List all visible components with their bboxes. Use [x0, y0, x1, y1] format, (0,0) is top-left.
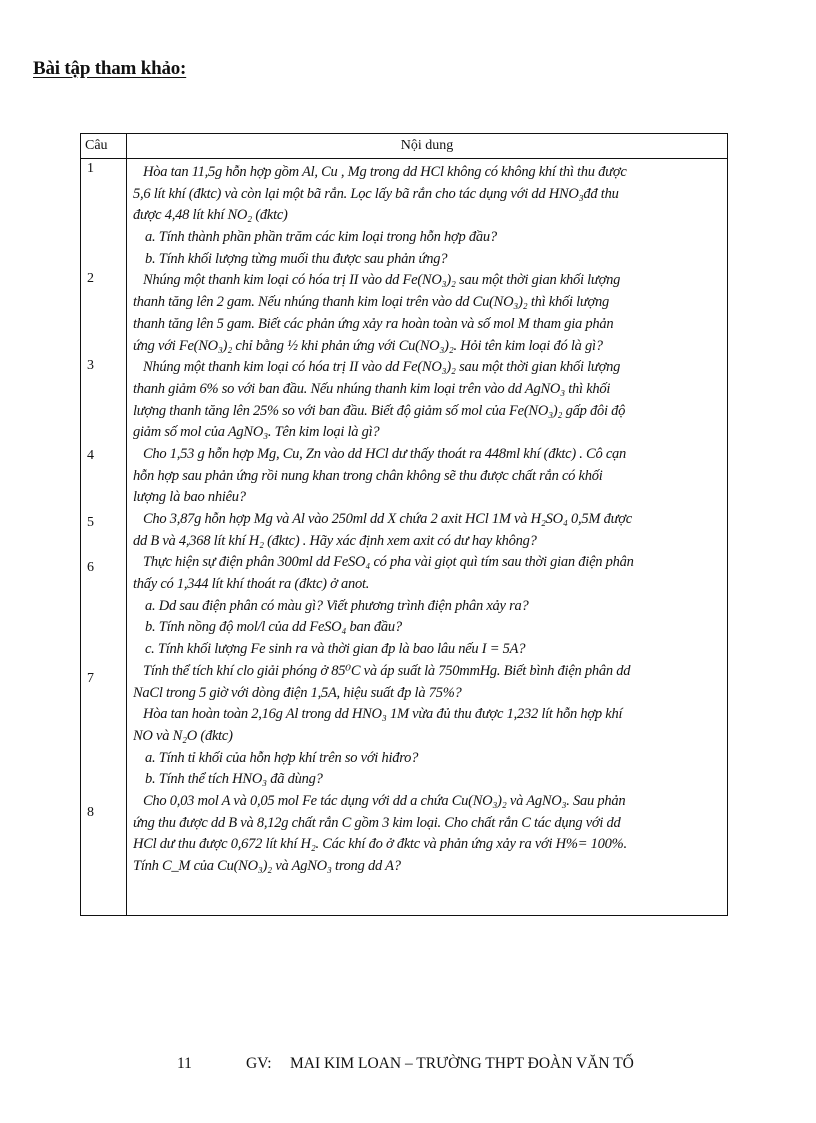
content-line: lượng là bao nhiêu?: [133, 489, 246, 506]
page-heading: Bài tập tham khảo:: [33, 58, 187, 79]
content-line: Cho 1,53 g hỗn hợp Mg, Cu, Zn vào dd HCl dư thấy thoát ra 448ml khí (đktc) . Cô cạn: [143, 445, 627, 462]
content-line: Hòa tan hoàn toàn 2,16g Al trong dd HNO₃ 1M vừa đủ thu được 1,232 lít hỗn hợp khí: [143, 706, 623, 723]
question-number: 1: [87, 161, 94, 176]
content-line: Nhúng một thanh kim loại có hóa trị II vào dd Fe(NO₃)₂ sau một thời gian khối lượng: [143, 272, 621, 289]
content-line: dd B và 4,368 lít khí H₂ (đktc) . Hãy xác định xem axit có dư hay không?: [133, 532, 537, 549]
content-line: Nhúng một thanh kim loại có hóa trị II vào dd Fe(NO₃)₂ sau một thời gian khối lượng: [143, 359, 621, 376]
question-number: 4: [87, 448, 94, 463]
question-number: 6: [87, 560, 94, 575]
content-line: Cho 3,87g hỗn hợp Mg và Al vào 250ml dd X chứa 2 axit HCl 1M và H₂SO₄ 0,5M được: [143, 511, 632, 527]
content-line: giảm số mol của AgNO₃. Tên kim loại là gì?: [133, 424, 380, 441]
content-line: a. Tính tỉ khối của hỗn hợp khí trên so với hiđro?: [145, 749, 419, 766]
content-line: b. Tính nồng độ mol/l của dd FeSO₄ ban đầu?: [145, 619, 402, 636]
exercise-table: [80, 133, 728, 916]
content-line: Cho 0,03 mol A và 0,05 mol Fe tác dụng với dd a chứa Cu(NO₃)₂ và AgNO₃. Sau phản: [143, 792, 626, 809]
page-number: 11: [177, 1055, 192, 1072]
content-line: c. Tính khối lượng Fe sinh ra và thời gian đp là bao lâu nếu I = 5A?: [145, 641, 526, 658]
content-line: b. Tính khối lượng từng muối thu được sau phản ứng?: [145, 250, 448, 267]
question-number: 7: [87, 671, 94, 686]
content-line: Hòa tan 11,5g hỗn hợp gồm Al, Cu , Mg trong dd HCl không có không khí thì thu được: [143, 164, 627, 180]
content-line: NO và N₂O (đktc): [133, 727, 233, 744]
footer-gv-label: GV:: [246, 1055, 272, 1072]
content-line: HCl dư thu được 0,672 lít khí H₂. Các khí đo ở đktc và phản ứng xảy ra với H%= 100%.: [133, 836, 627, 853]
content-line: thấy có 1,344 lít khí thoát ra (đktc) ở anot.: [133, 576, 370, 593]
content-line: được 4,48 lít khí NO₂ (đktc): [133, 207, 288, 224]
footer-author: MAI KIM LOAN – TRƯỜNG THPT ĐOÀN VĂN TỐ: [290, 1055, 634, 1072]
header-divider: [81, 158, 727, 159]
question-number: 2: [87, 271, 94, 286]
question-number: 5: [87, 515, 94, 530]
content-line: ứng với Fe(NO₃)₂ chỉ bằng ½ khi phản ứng với Cu(NO₃)₂. Hỏi tên kim loại đó là gì?: [133, 337, 603, 354]
header-noi-dung: Nội dung: [400, 138, 454, 153]
table-content: [133, 162, 721, 878]
content-line: a. Dd sau điện phân có màu gì? Viết phương trình điện phân xảy ra?: [145, 597, 529, 614]
content-line: hỗn hợp sau phản ứng rồi nung khan trong chân không sẽ thu được chất rắn có khối: [133, 467, 603, 484]
content-line: Tính thể tích khí clo giải phóng ở 85⁰C và áp suất là 750mmHg. Biết bình điện phân dd: [143, 662, 631, 679]
content-line: thanh tăng lên 2 gam. Nếu nhúng thanh kim loại trên vào dd Cu(NO₃)₂ thì khối lượng: [133, 294, 610, 311]
content-line: a. Tính thành phần phần trăm các kim loại trong hỗn hợp đầu?: [145, 229, 497, 246]
content-line: b. Tính thể tích HNO₃ đã dùng?: [145, 771, 323, 788]
content-line: ứng thu được dd B và 8,12g chất rắn C gồm 3 kim loại. Cho chất rắn C tác dụng với dd: [133, 814, 621, 831]
content-line: thanh giảm 6% so với ban đầu. Nếu nhúng thanh kim loại trên vào dd AgNO₃ thì khối: [133, 380, 611, 397]
column-divider: [126, 134, 127, 915]
content-line: thanh tăng lên 5 gam. Biết các phản ứng xảy ra hoàn toàn và số mol M tham gia phản: [133, 315, 614, 332]
content-line: 5,6 lít khí (đktc) và còn lại một bã rắn. Lọc lấy bã rắn cho tác dụng với dd HNO₃đđ thu: [133, 185, 619, 202]
content-line: lượng thanh tăng lên 25% so với ban đầu. Biết độ giảm số mol của Fe(NO₃)₂ gấp đôi độ: [133, 402, 626, 419]
content-line: Thực hiện sự điện phân 300ml dd FeSO₄ có pha vài giọt quì tím sau thời gian điện phân: [143, 554, 634, 571]
content-line: Tính C_M của Cu(NO₃)₂ và AgNO₃ trong dd A?: [133, 858, 401, 874]
question-number: 8: [87, 805, 94, 820]
question-number: 3: [87, 358, 94, 373]
header-cau: Câu: [85, 138, 108, 153]
content-line: NaCl trong 5 giờ với dòng điện 1,5A, hiệu suất đp là 75%?: [133, 684, 462, 701]
